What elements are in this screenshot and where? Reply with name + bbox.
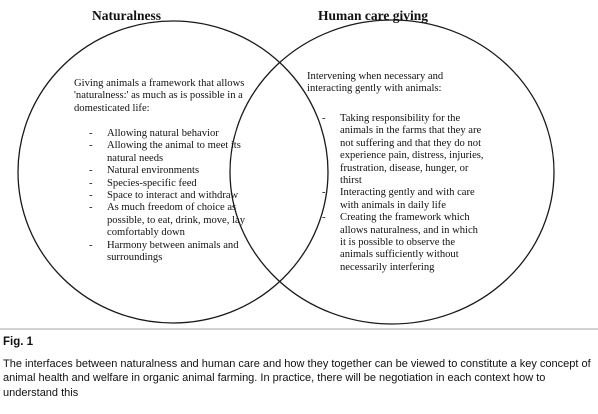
list-item: - Space to interact and withdraw <box>89 190 261 202</box>
list-item: - Harmony between animals and surroundings <box>89 240 261 265</box>
human-care-intro: Intervening when necessary and interacting gently with animals: <box>307 71 444 95</box>
figure-label: Fig. 1 <box>3 336 34 348</box>
list-item: - Species-specific feed <box>89 178 261 190</box>
list-item: - Allowing the animal to meet its natural needs <box>89 140 261 165</box>
list-item: - Interacting gently and with care with animals in daily life <box>322 187 486 212</box>
figure-divider <box>0 328 598 330</box>
list-item: - As much freedom of choice as possible, to eat, drink, move, lay comfortably down <box>89 202 261 239</box>
figure-caption: The interfaces between naturalness and human care and how they together can be viewed to constitute a key concept of animal health and welfare in organic animal farming. In practice, there will be negotiation in each context how to understand this <box>3 358 591 399</box>
list-item: - Creating the framework which allows naturalness, and in which it is possible to observe the animals sufficiently without necessarily interfering <box>322 212 486 274</box>
naturalness-list <box>89 128 261 264</box>
human-care-list <box>322 113 486 274</box>
naturalness-intro: Giving animals a framework that allows 'naturalness:' as much as is possible in a domesticated life: <box>74 78 245 114</box>
human-care-title: Human care giving <box>318 8 429 23</box>
naturalness-title: Naturalness <box>92 8 162 23</box>
list-item: - Taking responsibility for the animals in the farms that they are not suffering and that they do not experience pain, distress, injuries, frustration, disease, hunger, or thirst <box>322 113 486 187</box>
list-item: - Allowing natural behavior <box>89 128 261 140</box>
list-item: - Natural environments <box>89 165 261 177</box>
